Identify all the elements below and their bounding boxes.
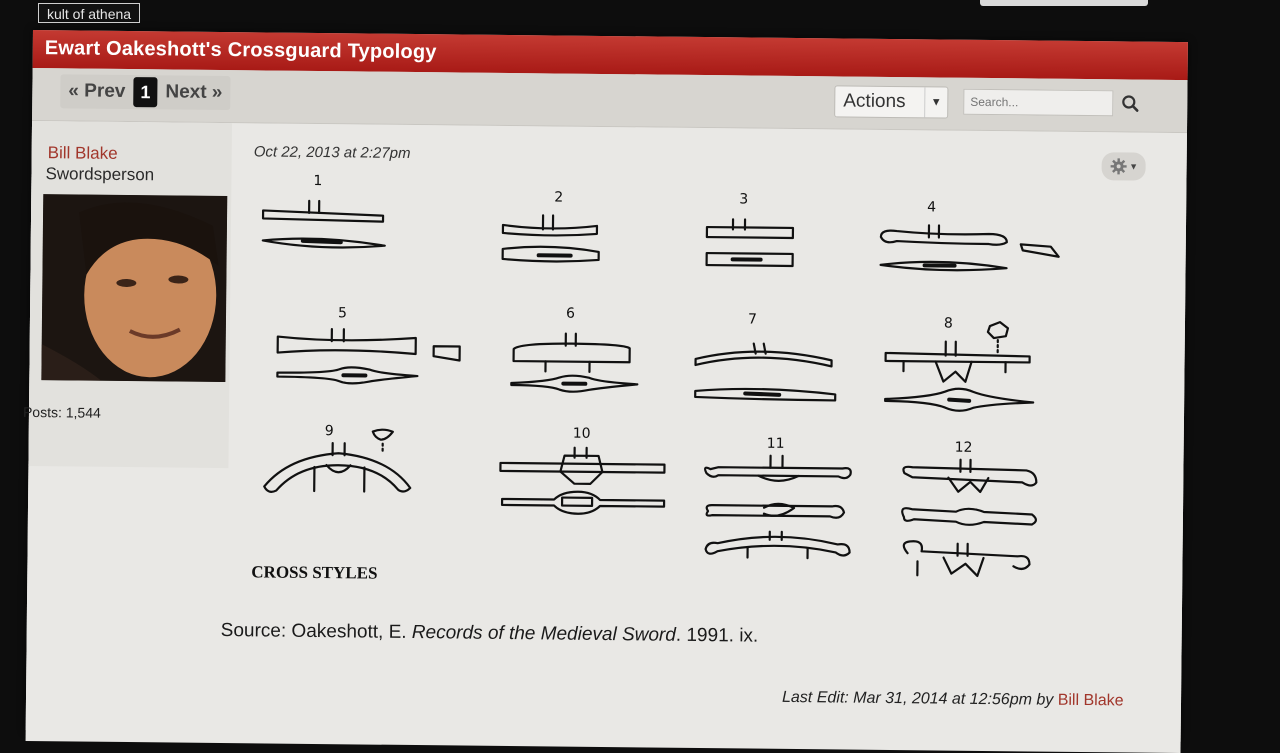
cross-styles-drawing <box>217 168 1062 617</box>
search-icon[interactable] <box>1118 91 1142 115</box>
cross-number: 10 <box>573 426 591 442</box>
top-strip <box>980 0 1148 6</box>
cross-number: 6 <box>566 306 575 322</box>
cross-style-5 <box>277 329 460 385</box>
cross-style-3 <box>707 219 793 266</box>
pagination <box>60 74 230 110</box>
author-panel <box>28 121 232 468</box>
figure-caption: CROSS STYLES <box>251 562 377 583</box>
cross-style-2 <box>503 215 599 262</box>
prev-page-button[interactable]: « Prev <box>68 80 125 103</box>
gear-icon <box>1109 157 1127 175</box>
cross-number: 5 <box>338 305 347 321</box>
cross-number: 1 <box>313 173 322 189</box>
current-page[interactable]: 1 <box>133 77 157 107</box>
cross-style-12 <box>902 459 1037 576</box>
cross-style-6 <box>511 333 638 392</box>
chevron-down-icon: ▼ <box>924 87 947 117</box>
cross-number: 3 <box>739 191 748 207</box>
cross-style-4 <box>881 225 1059 271</box>
author-name-link[interactable]: Bill Blake <box>48 143 118 164</box>
thread-title: Ewart Oakeshott's Crossguard Typology <box>45 37 437 64</box>
cross-style-7 <box>695 343 836 400</box>
source-suffix: . 1991. ix. <box>676 625 759 647</box>
cross-number: 2 <box>554 189 563 205</box>
post-count: Posts: 1,544 <box>23 404 101 421</box>
actions-label: Actions <box>835 90 924 113</box>
source-prefix: Source: Oakeshott, E. <box>221 620 412 643</box>
cross-number: 11 <box>767 436 785 452</box>
last-edit-prefix: Last Edit: Mar 31, 2014 at 12:56pm by <box>782 689 1058 709</box>
source-citation <box>221 620 759 648</box>
cross-style-9 <box>264 428 411 493</box>
cross-style-8 <box>885 321 1034 412</box>
post <box>26 121 1187 753</box>
chevron-down-icon: ▼ <box>1129 161 1138 171</box>
post-date: Oct 22, 2013 at 2:27pm <box>254 143 411 162</box>
search-input[interactable] <box>963 89 1113 117</box>
last-edit-author-link[interactable]: Bill Blake <box>1058 692 1124 710</box>
cross-styles-figure <box>217 168 1062 617</box>
cross-style-11 <box>704 455 851 559</box>
author-rank: Swordsperson <box>45 164 154 185</box>
site-logo[interactable]: kult of athena <box>38 3 140 23</box>
cross-number: 8 <box>944 316 953 332</box>
cross-number: 9 <box>325 423 334 439</box>
cross-style-1 <box>263 200 385 248</box>
cross-number: 7 <box>748 312 757 328</box>
cross-number: 4 <box>927 199 936 215</box>
forum-panel <box>26 30 1188 742</box>
avatar[interactable] <box>41 194 227 382</box>
actions-button[interactable] <box>834 85 948 118</box>
cross-style-10 <box>500 447 665 515</box>
next-page-button[interactable]: Next » <box>165 81 222 104</box>
post-options-button[interactable] <box>1101 152 1145 180</box>
source-title: Records of the Medieval Sword <box>412 622 676 646</box>
cross-number: 12 <box>955 440 973 456</box>
last-edit <box>782 689 1124 711</box>
